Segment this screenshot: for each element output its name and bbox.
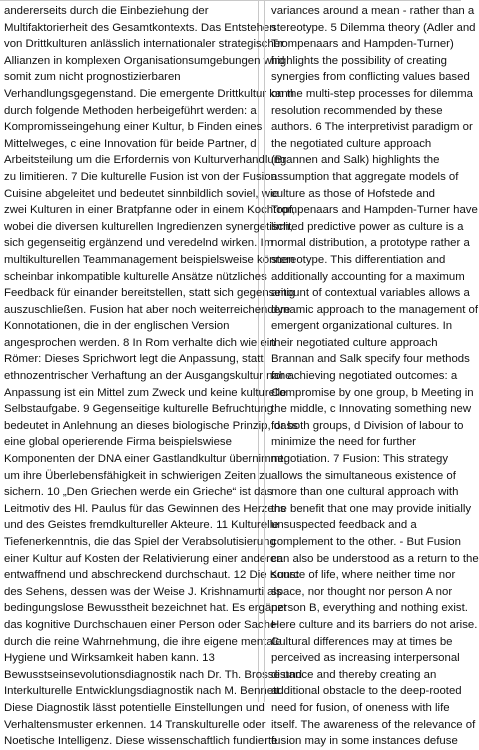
text-line: Hygiene und Wirksamkeit haben kann. 13 [4, 652, 215, 665]
text-line: durch folgende Methoden herbeigeführt werden: a [4, 104, 257, 117]
text-line: sichern. 10 „Den Griechen werde ein Grieche“ ist das [4, 486, 273, 499]
text-line: stereotype. 5 Dilemma theory (Adler and [271, 21, 476, 34]
text-line: Allianzen in komplexen Organisationsumgebungen wird [4, 54, 285, 67]
text-line: angesprochen werden. 8 In Rom verhalte dich wie ein [4, 336, 276, 349]
text-line: stereotype. This differentiation and [271, 253, 446, 266]
text-line: Leitmotiv des Hl. Paulus für das Gewinnen des Herzens [4, 502, 286, 515]
text-line: Compromise by one group, b Meeting in [271, 386, 474, 399]
text-line: ethnozentrischer Verhaftung an der Ausgangskultur nahe. [4, 370, 295, 383]
text-line: itself. The awareness of the relevance of [271, 718, 476, 731]
text-line: Here culture and its barriers do not arise. [271, 618, 478, 631]
text-line: distance and thereby creating an [271, 668, 437, 681]
text-line: Cuisine abgeleitet und bedeutet sinnbildlich soviel, wie [4, 187, 279, 200]
text-line: zwei Kulturen in einer Bratpfanne oder in einem Kochtopf, [4, 204, 296, 217]
text-line: variances around a mean - rather than a [271, 5, 475, 17]
text-line: perceived as increasing interpersonal [271, 652, 460, 665]
text-line: multikulturellen Teammanagement beispielsweise können [4, 253, 295, 266]
text-line: the benefit that one may provide initially [271, 502, 472, 515]
text-line: the negotiated culture approach [271, 137, 432, 150]
text-line: auszuschließen. Fusion hat aber noch weiterreichendere [4, 303, 291, 316]
text-line: Komponenten der DNA einer Gastlandkultur übernimmt, [4, 453, 287, 466]
text-line: space, nor thought nor person A nor [271, 585, 453, 598]
text-line: somit zum nicht prognostizierbaren [4, 71, 181, 84]
text-line: negotiation. 7 Fusion: This strategy [271, 453, 449, 466]
text-line: durch die reine Wahrnehmung, die ihre eigene mentale [4, 635, 282, 648]
text-line: Multifaktorierheit des Gesamtkontexts. Das Entstehen [4, 21, 276, 34]
text-line: zu limitieren. 7 Die kulturelle Fusion ist von der Fusion [4, 170, 277, 183]
text-line: synergies from conflicting values based [271, 71, 470, 84]
text-line: das kognitive Durchschauen einer Person oder Sache [4, 618, 277, 631]
text-line: Mittelweges, c eine Innovation für beide Partner, d [4, 137, 257, 150]
text-line: und des Geistes fremdkultureller Akteure. 11 Kulturelle [4, 519, 279, 532]
text-line: Trompenaars and Hampden-Turner have [271, 204, 478, 217]
text-line: Tiefenerkenntnis, die das Spiel der Verabsolutisierung [4, 536, 276, 548]
text-line: (Brannen and Salk) highlights the [271, 154, 440, 167]
text-line: Interkulturelle Entwicklungsdiagnostik nach M. Bennett. [4, 685, 283, 698]
text-line: Diese Diagnostik lässt potentielle Einstellungen und [4, 701, 265, 714]
text-line: Feedback für einander bereitstellen, statt sich gegenseitig [4, 287, 296, 300]
text-line: highlights the possibility of creating [271, 54, 448, 67]
text-line: on the multi-step processes for dilemma [271, 87, 473, 100]
text-line: their negotiated culture approach [271, 336, 438, 349]
text-line: additionally accounting for a maximum [271, 270, 465, 283]
text-line: culture as those of Hofstede and [271, 187, 436, 200]
text-line: authors. 6 The interpretivist paradigm or [271, 121, 473, 134]
text-line: emergent organizational cultures. In [271, 320, 453, 333]
text-line: Trompenaars and Hampden-Turner) [271, 38, 454, 51]
text-line: von Drittkulturen anlässlich internationaler strategischer [4, 38, 284, 51]
text-line: Kompromisseingehung einer Kultur, b Finden eines [4, 121, 263, 134]
text-line: more than one cultural approach with [271, 486, 459, 499]
text-line: fusion may in some instances defuse [271, 735, 458, 748]
text-line: for both groups, d Division of labour to [271, 419, 464, 432]
text-line: source of life, where neither time nor [271, 569, 456, 582]
text-line: unsuspected feedback and a [271, 519, 417, 532]
text-line: Konnotationen, die in der englischen Version [4, 320, 230, 333]
text-line: bedeutet in Anlehnung an dieses biologische Prinzip, dass [4, 419, 298, 432]
text-line: entwaffnend und abschreckend durchschaut. 12 Die Kunst [4, 569, 299, 582]
text-line: Selbstaufgabe. 9 Gegenseitige kulturelle Befruchtung [4, 403, 274, 416]
text-line: normal distribution, a prototype rather a [271, 237, 470, 250]
text-line: Anpassung ist ein Mittel zum Zweck und keine kulturelle [4, 386, 287, 399]
text-line: can also be understood as a return to the [271, 552, 479, 565]
text-line: person B, everything and nothing exist. [271, 602, 468, 615]
text-line: bedingungslose Bewusstheit bezeichnet hat. Es ergänzt [4, 602, 287, 615]
text-line: assumption that aggregate models of [271, 170, 459, 183]
text-line: scheinbar inkompatible kulturelle Ansätze nützliches [4, 270, 267, 283]
text-line: allows the simultaneous existence of [271, 469, 456, 482]
text-line: einer Kultur auf Kosten der Relativierung einer anderen [4, 552, 283, 565]
text-line: amount of contextual variables allows a [271, 287, 470, 300]
text-line: wobei die diversen kulturellen Ingredienzen synergetisch, [4, 220, 293, 233]
text-line: Cultural differences may at times be [271, 635, 453, 648]
text-line: Arbeitsteilung um die Erfordernis von Kulturverhandlung [4, 154, 287, 167]
text-line: Brannan and Salk specify four methods [271, 353, 470, 366]
text-line: eine global operierende Firma beispielswiese [4, 436, 232, 449]
text-line: limited predictive power as culture is a [271, 220, 464, 233]
text-line: resolution recommended by these [271, 104, 443, 117]
text-line: for achieving negotiated outcomes: a [271, 370, 458, 383]
text-line: sich gegenseitig ergänzend und veredelnd wirken. Im [4, 237, 274, 250]
german-text-column [0, 1, 303, 748]
text-line: the middle, c Innovating something new [271, 403, 472, 416]
text-line: Verhandlungsgegenstand. Die emergente Drittkultur kann [4, 87, 295, 100]
text-line: Verhaltensmuster erkennen. 14 Transkulturelle oder [4, 718, 266, 731]
text-line: Noetische Intelligenz. Diese wissenschaftlich fundierte [4, 735, 278, 748]
text-line: additional obstacle to the deep-rooted [271, 685, 462, 698]
text-line: Bewusstseinsevolutionsdiagnostik nach Dr. Th. Brosse und [4, 668, 303, 681]
text-line: dynamic approach to the management of [271, 303, 479, 316]
text-line: need for fusion, of oneness with life [271, 701, 450, 714]
text-line: um ihre Überlebensfähigkeit in schwierigen Zeiten zu [4, 469, 272, 482]
text-line: des Sehens, dessen was der Weise J. Krishnamurti als [4, 585, 282, 598]
text-line: minimize the need for further [271, 436, 416, 449]
text-line: Römer: Dieses Sprichwort legt die Anpassung, statt [4, 353, 264, 366]
text-line: andererseits durch die Einbeziehung der [4, 5, 209, 17]
text-line: complement to the other. - But Fusion [271, 536, 461, 548]
english-text-column [264, 1, 479, 748]
